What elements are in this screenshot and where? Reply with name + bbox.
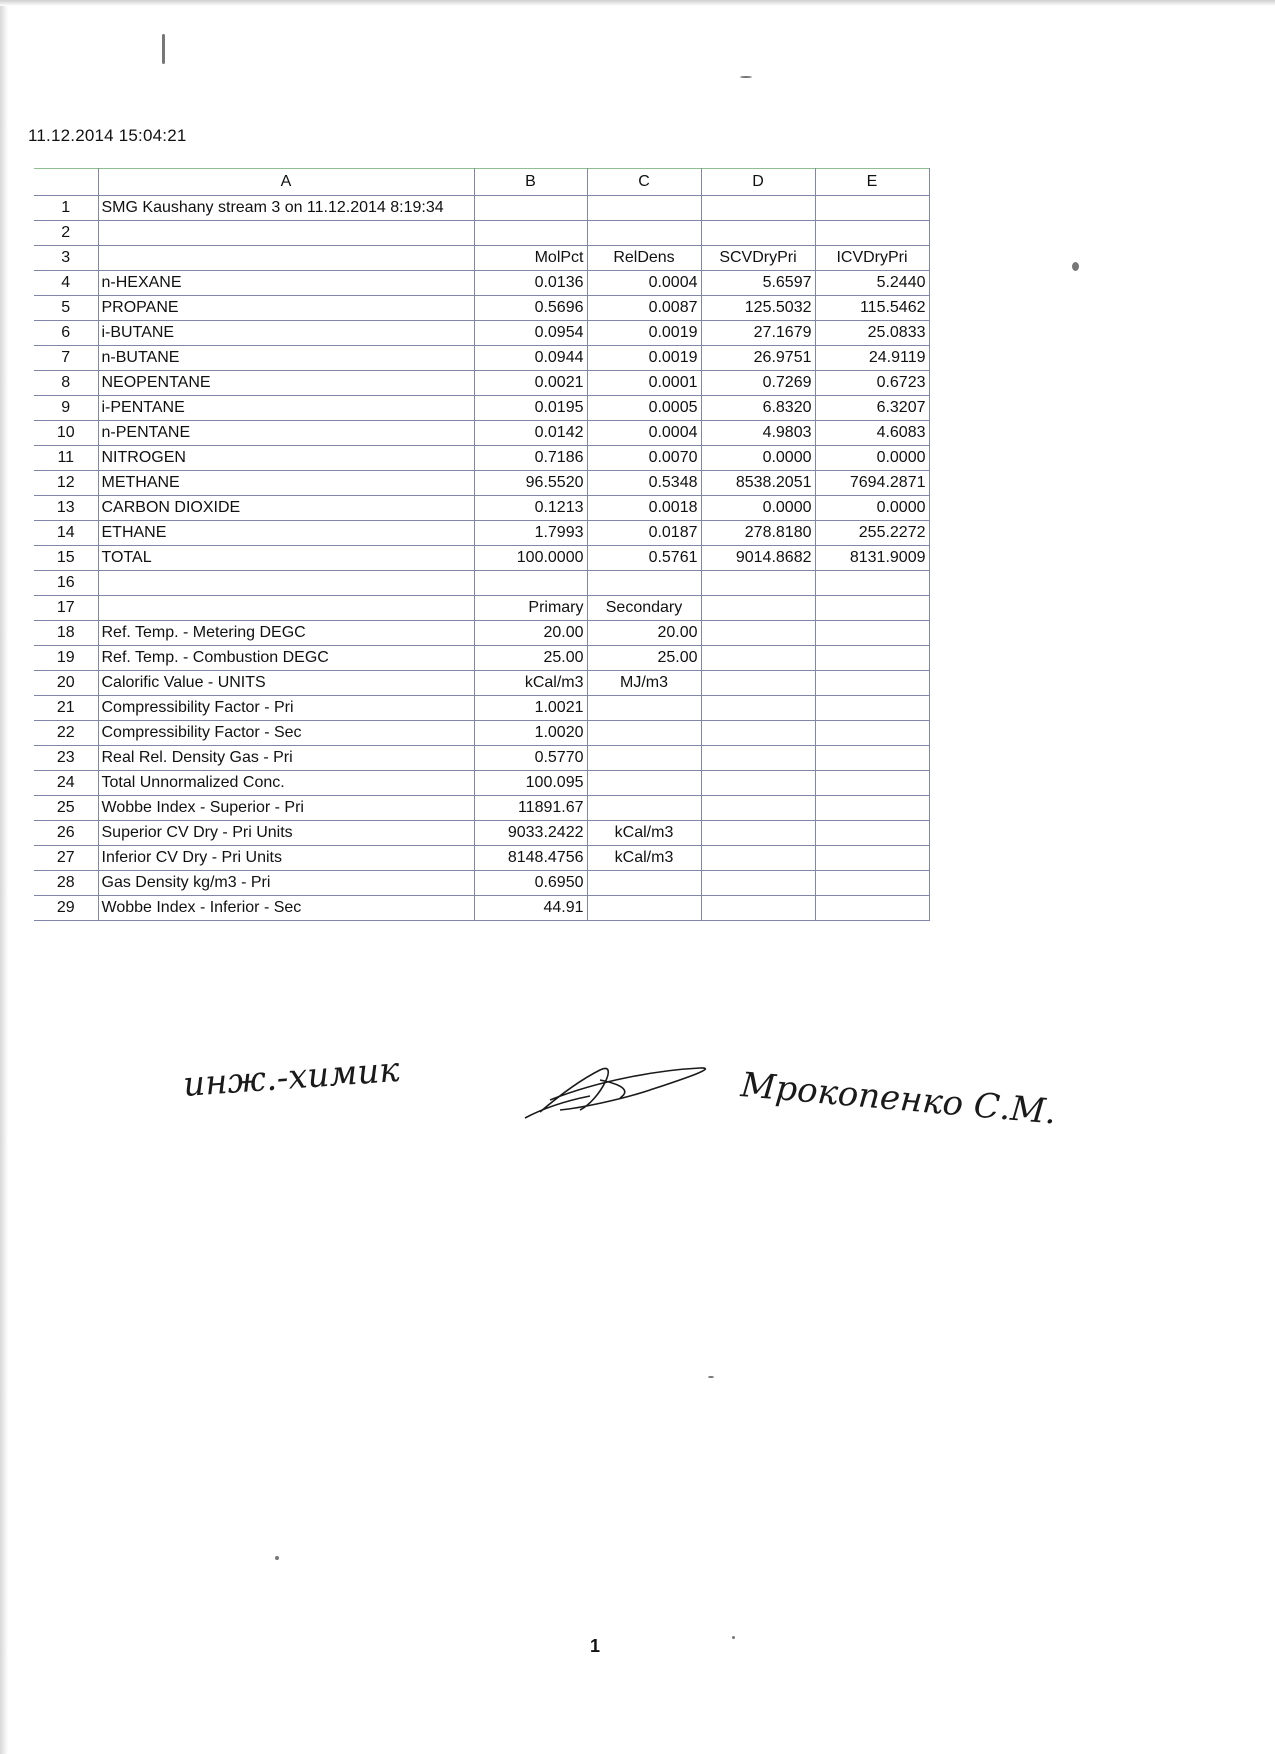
cell-value: 8131.9009	[815, 546, 929, 571]
cell-value	[815, 846, 929, 871]
cell-value: 0.0000	[701, 446, 815, 471]
cell-value	[701, 821, 815, 846]
handwriting-svg	[180, 1040, 1140, 1140]
cell-value: 0.6950	[474, 871, 587, 896]
row-number: 20	[34, 671, 98, 696]
cell-value: 25.0833	[815, 321, 929, 346]
cell-value: 0.0000	[815, 496, 929, 521]
scan-speck	[275, 1556, 279, 1560]
cell-value: 0.0018	[587, 496, 701, 521]
signature-scribble	[525, 1068, 705, 1118]
cell-value: 0.0021	[474, 371, 587, 396]
table-row	[34, 496, 929, 521]
row-label: Ref. Temp. - Metering DEGC	[98, 621, 474, 646]
cell-value: 0.0019	[587, 321, 701, 346]
cell-value: 0.0142	[474, 421, 587, 446]
cell-value: 115.5462	[815, 296, 929, 321]
cell-value	[815, 571, 929, 596]
cell-value	[587, 571, 701, 596]
scan-edge-top	[0, 0, 1275, 6]
column-header: E	[815, 169, 929, 196]
row-label: NITROGEN	[98, 446, 474, 471]
cell-value	[815, 671, 929, 696]
cell-value: 0.6723	[815, 371, 929, 396]
table-row	[34, 671, 929, 696]
cell-value	[701, 621, 815, 646]
row-label	[98, 596, 474, 621]
cell-value: 20.00	[587, 621, 701, 646]
cell-value: 5.2440	[815, 271, 929, 296]
cell-value: 4.9803	[701, 421, 815, 446]
row-number: 9	[34, 396, 98, 421]
row-number: 10	[34, 421, 98, 446]
table-row	[34, 596, 929, 621]
cell-value	[587, 746, 701, 771]
cell-value: 4.6083	[815, 421, 929, 446]
scan-speck	[732, 1636, 735, 1639]
row-label: NEOPENTANE	[98, 371, 474, 396]
row-label	[98, 246, 474, 271]
spreadsheet-table	[34, 168, 930, 921]
table-row	[34, 846, 929, 871]
cell-value	[587, 221, 701, 246]
cell-value	[474, 196, 587, 221]
cell-value	[701, 646, 815, 671]
cell-value	[587, 771, 701, 796]
row-number: 17	[34, 596, 98, 621]
cell-value: 9014.8682	[701, 546, 815, 571]
cell-value	[587, 696, 701, 721]
table-row	[34, 396, 929, 421]
row-label: i-PENTANE	[98, 396, 474, 421]
table-row	[34, 721, 929, 746]
cell-value: 0.1213	[474, 496, 587, 521]
scan-speck	[708, 1376, 714, 1378]
cell-value: 255.2272	[815, 521, 929, 546]
cell-value: 8148.4756	[474, 846, 587, 871]
row-number: 13	[34, 496, 98, 521]
table-row	[34, 296, 929, 321]
table-row	[34, 871, 929, 896]
cell-value: 0.0195	[474, 396, 587, 421]
row-label: Compressibility Factor - Sec	[98, 721, 474, 746]
table-row	[34, 221, 929, 246]
cell-value	[701, 846, 815, 871]
print-timestamp: 11.12.2014 15:04:21	[28, 126, 187, 145]
cell-value	[474, 221, 587, 246]
scan-speck	[1072, 262, 1079, 271]
cell-value: Secondary	[587, 596, 701, 621]
cell-value: RelDens	[587, 246, 701, 271]
column-header: C	[587, 169, 701, 196]
row-number: 14	[34, 521, 98, 546]
cell-value: 0.0004	[587, 421, 701, 446]
row-label: Real Rel. Density Gas - Pri	[98, 746, 474, 771]
table-row	[34, 246, 929, 271]
cell-value	[587, 196, 701, 221]
cell-value: 24.9119	[815, 346, 929, 371]
cell-value: SCVDryPri	[701, 246, 815, 271]
cell-value: 0.0000	[701, 496, 815, 521]
row-label: Superior CV Dry - Pri Units	[98, 821, 474, 846]
row-number: 27	[34, 846, 98, 871]
row-number: 5	[34, 296, 98, 321]
table-row	[34, 471, 929, 496]
table-row	[34, 321, 929, 346]
cell-value: 100.095	[474, 771, 587, 796]
row-number: 29	[34, 896, 98, 921]
cell-value: 0.0944	[474, 346, 587, 371]
cell-value: 0.0001	[587, 371, 701, 396]
cell-value: 0.5696	[474, 296, 587, 321]
cell-value: 100.0000	[474, 546, 587, 571]
table-row	[34, 371, 929, 396]
row-label: Total Unnormalized Conc.	[98, 771, 474, 796]
column-header: B	[474, 169, 587, 196]
table-row	[34, 546, 929, 571]
cell-value: 20.00	[474, 621, 587, 646]
cell-value: 5.6597	[701, 271, 815, 296]
cell-value	[701, 746, 815, 771]
row-number: 2	[34, 221, 98, 246]
row-number: 24	[34, 771, 98, 796]
cell-value	[701, 571, 815, 596]
cell-value	[701, 596, 815, 621]
cell-value: 96.5520	[474, 471, 587, 496]
cell-value: 125.5032	[701, 296, 815, 321]
table-row	[34, 521, 929, 546]
cell-value	[815, 596, 929, 621]
cell-value	[701, 721, 815, 746]
table-row	[34, 421, 929, 446]
row-number: 23	[34, 746, 98, 771]
cell-value	[701, 771, 815, 796]
cell-value: 0.0087	[587, 296, 701, 321]
row-number: 12	[34, 471, 98, 496]
row-label: n-BUTANE	[98, 346, 474, 371]
scan-speck	[162, 34, 165, 64]
row-number: 16	[34, 571, 98, 596]
cell-value: 0.0019	[587, 346, 701, 371]
row-number: 22	[34, 721, 98, 746]
row-number: 6	[34, 321, 98, 346]
cell-value: 0.0004	[587, 271, 701, 296]
cell-value: 0.0070	[587, 446, 701, 471]
signer-position: инж.-химик	[181, 1049, 401, 1105]
row-label: n-PENTANE	[98, 421, 474, 446]
cell-value: 7694.2871	[815, 471, 929, 496]
cell-value	[815, 221, 929, 246]
cell-value: ICVDryPri	[815, 246, 929, 271]
scan-speck	[740, 76, 752, 78]
page-number: 1	[590, 1636, 601, 1656]
cell-value: 0.0000	[815, 446, 929, 471]
row-label: Compressibility Factor - Pri	[98, 696, 474, 721]
row-label: Calorific Value - UNITS	[98, 671, 474, 696]
cell-value	[587, 896, 701, 921]
cell-value: 0.7186	[474, 446, 587, 471]
cell-value	[815, 896, 929, 921]
cell-value: 8538.2051	[701, 471, 815, 496]
row-label: METHANE	[98, 471, 474, 496]
cell-value	[815, 821, 929, 846]
cell-value	[701, 796, 815, 821]
row-label: Gas Density kg/m3 - Pri	[98, 871, 474, 896]
cell-value	[815, 796, 929, 821]
scan-edge	[0, 0, 8, 1754]
row-label: Wobbe Index - Superior - Pri	[98, 796, 474, 821]
table-row	[34, 271, 929, 296]
row-number: 28	[34, 871, 98, 896]
cell-value	[587, 721, 701, 746]
cell-value	[701, 221, 815, 246]
table-row	[34, 746, 929, 771]
row-number: 18	[34, 621, 98, 646]
cell-value	[815, 746, 929, 771]
cell-value: 278.8180	[701, 521, 815, 546]
table-row	[34, 696, 929, 721]
cell-value: 27.1679	[701, 321, 815, 346]
cell-value: 1.0021	[474, 696, 587, 721]
row-label: PROPANE	[98, 296, 474, 321]
cell-value	[815, 196, 929, 221]
cell-value: 25.00	[474, 646, 587, 671]
cell-value: 0.5348	[587, 471, 701, 496]
table-row	[34, 771, 929, 796]
row-label: SMG Kaushany stream 3 on 11.12.2014 8:19:34	[98, 196, 474, 221]
cell-value	[815, 646, 929, 671]
row-label: Wobbe Index - Inferior - Sec	[98, 896, 474, 921]
cell-value	[815, 721, 929, 746]
cell-value: 1.7993	[474, 521, 587, 546]
row-label: Inferior CV Dry - Pri Units	[98, 846, 474, 871]
cell-value: MJ/m3	[587, 671, 701, 696]
row-label	[98, 571, 474, 596]
column-header: A	[98, 169, 474, 196]
row-number: 1	[34, 196, 98, 221]
row-label: i-BUTANE	[98, 321, 474, 346]
cell-value	[587, 796, 701, 821]
cell-value: 0.0187	[587, 521, 701, 546]
column-header-row	[34, 169, 929, 196]
row-number: 8	[34, 371, 98, 396]
cell-value: 11891.67	[474, 796, 587, 821]
cell-value	[815, 771, 929, 796]
cell-value: 0.0136	[474, 271, 587, 296]
cell-value: 0.0954	[474, 321, 587, 346]
row-number: 7	[34, 346, 98, 371]
cell-value: Primary	[474, 596, 587, 621]
cell-value	[587, 871, 701, 896]
cell-value	[815, 871, 929, 896]
cell-value: 26.9751	[701, 346, 815, 371]
row-number: 26	[34, 821, 98, 846]
cell-value	[701, 671, 815, 696]
row-number: 15	[34, 546, 98, 571]
cell-value: 9033.2422	[474, 821, 587, 846]
cell-value	[701, 696, 815, 721]
cell-value: 25.00	[587, 646, 701, 671]
cell-value: 0.0005	[587, 396, 701, 421]
table-row	[34, 646, 929, 671]
cell-value: 0.5770	[474, 746, 587, 771]
cell-value: kCal/m3	[587, 821, 701, 846]
cell-value: 6.8320	[701, 396, 815, 421]
signer-name: Мрокопенко С.М.	[739, 1065, 1058, 1133]
row-label	[98, 221, 474, 246]
row-label: TOTAL	[98, 546, 474, 571]
cell-value: 0.7269	[701, 371, 815, 396]
table-row	[34, 621, 929, 646]
table-row	[34, 796, 929, 821]
table-row	[34, 896, 929, 921]
spreadsheet-body	[34, 196, 929, 921]
row-label: Ref. Temp. - Combustion DEGC	[98, 646, 474, 671]
cell-value	[815, 696, 929, 721]
cell-value	[701, 196, 815, 221]
table-row	[34, 196, 929, 221]
cell-value: 1.0020	[474, 721, 587, 746]
signature-block	[180, 1040, 1140, 1140]
cell-value: 44.91	[474, 896, 587, 921]
row-label: ETHANE	[98, 521, 474, 546]
cell-value	[701, 896, 815, 921]
row-number: 3	[34, 246, 98, 271]
cell-value	[474, 571, 587, 596]
column-header	[34, 169, 98, 196]
column-header: D	[701, 169, 815, 196]
table-row	[34, 571, 929, 596]
row-number: 21	[34, 696, 98, 721]
table-row	[34, 346, 929, 371]
row-label: n-HEXANE	[98, 271, 474, 296]
row-number: 11	[34, 446, 98, 471]
table-row	[34, 446, 929, 471]
row-number: 4	[34, 271, 98, 296]
row-number: 25	[34, 796, 98, 821]
cell-value: 6.3207	[815, 396, 929, 421]
cell-value: MolPct	[474, 246, 587, 271]
row-number: 19	[34, 646, 98, 671]
cell-value: 0.5761	[587, 546, 701, 571]
row-label: CARBON DIOXIDE	[98, 496, 474, 521]
cell-value	[815, 621, 929, 646]
cell-value	[701, 871, 815, 896]
cell-value: kCal/m3	[474, 671, 587, 696]
table-row	[34, 821, 929, 846]
cell-value: kCal/m3	[587, 846, 701, 871]
